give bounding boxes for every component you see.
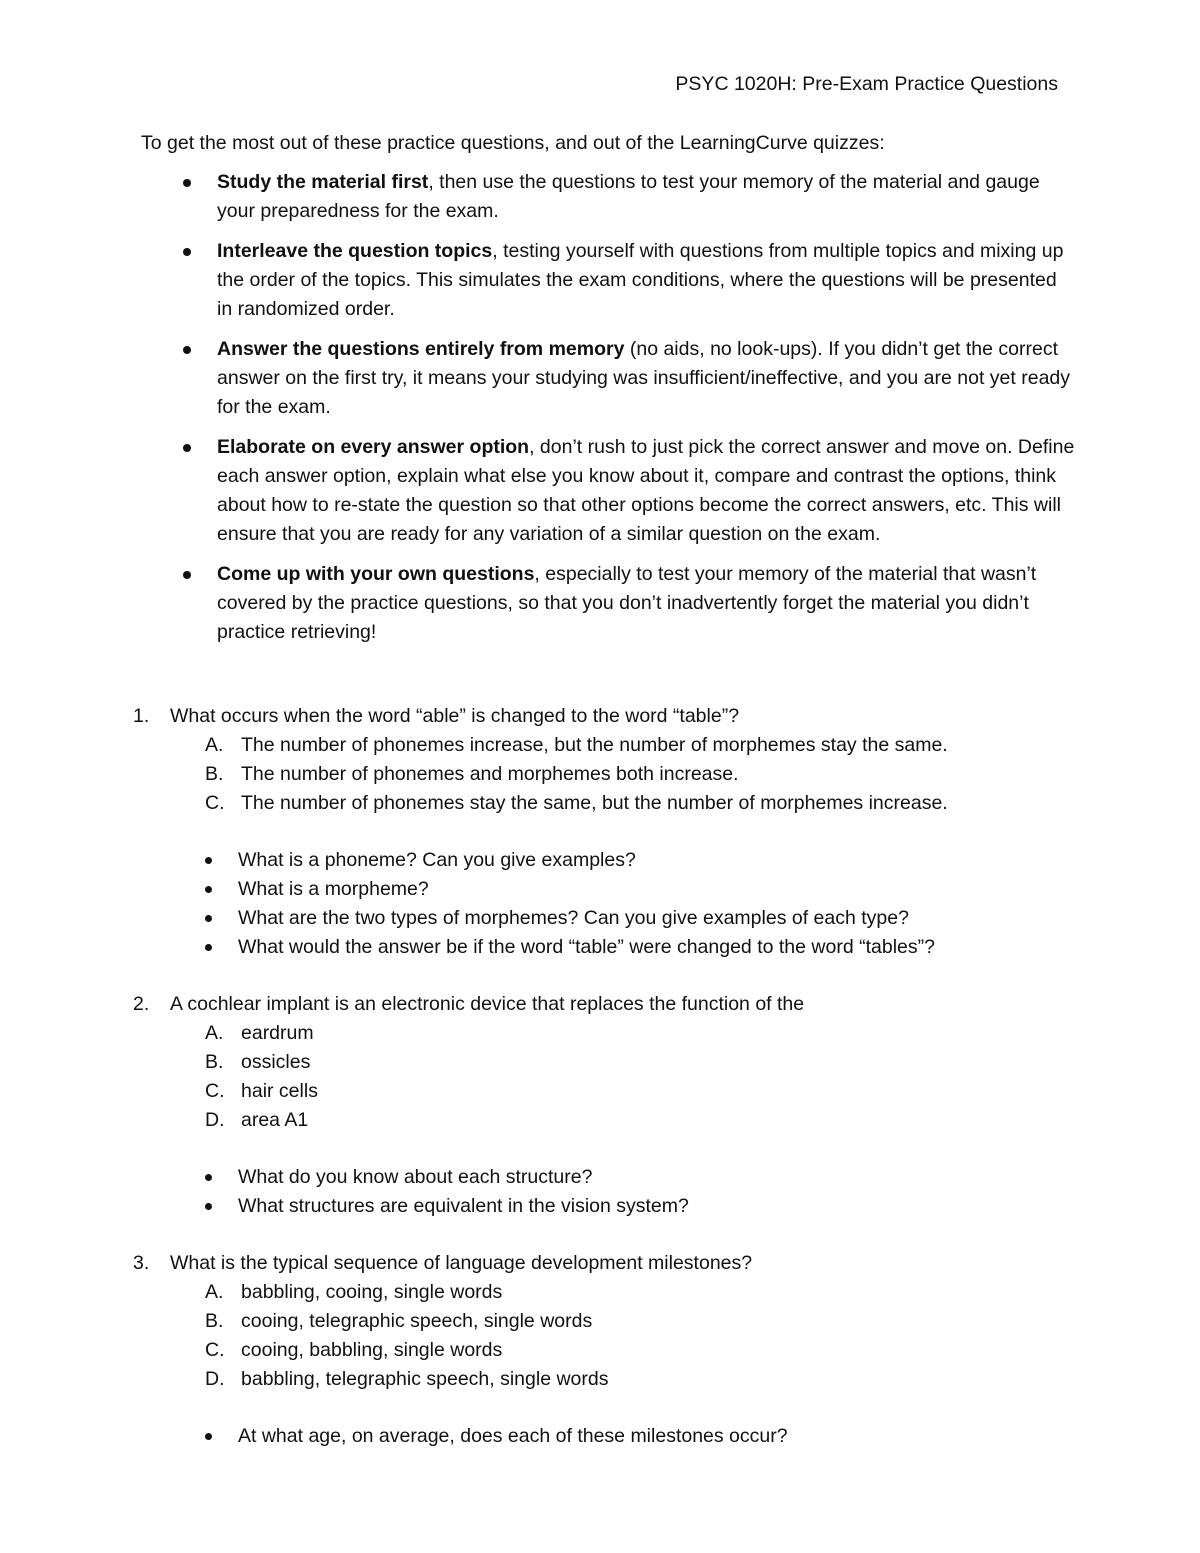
- prompt-text: What structures are equivalent in the vision system?: [238, 1195, 689, 1217]
- option-text: babbling, cooing, single words: [241, 1281, 503, 1303]
- bullet-icon: [205, 944, 212, 951]
- question-3: [133, 1249, 1073, 1451]
- study-tips-list: [217, 168, 1077, 658]
- prompt-item: [133, 875, 1073, 904]
- tip-heading: Interleave the question topics: [217, 240, 493, 262]
- question-2: [133, 990, 1073, 1221]
- option-letter: A.: [205, 1022, 224, 1044]
- answer-option: [133, 1365, 1073, 1394]
- answer-option: [133, 760, 1073, 789]
- bullet-icon: [183, 248, 191, 256]
- answer-option: [133, 1019, 1073, 1048]
- tip-text: (no aids, no look-ups). If you didn’t get the correct answer on the first try, it means your studying was insufficient/ineffective, and you are not yet ready for the exam.: [217, 338, 1071, 418]
- prompt-text: What is a morpheme?: [238, 878, 429, 900]
- tip-text: , don’t rush to just pick the correct answer and move on. Define each answer option, explain what else you know about it, compare and contrast the options, think about how to re-state the question so that other options become the correct answers, etc. This will ensure that you are ready for any variation of a similar question on the exam.: [217, 436, 1075, 545]
- option-letter: B.: [205, 1051, 224, 1073]
- option-letter: A.: [205, 734, 224, 756]
- elaboration-prompts: [133, 846, 1073, 962]
- tip-heading: Elaborate on every answer option: [217, 436, 530, 458]
- prompt-item: [133, 1163, 1073, 1192]
- option-text: The number of phonemes stay the same, but the number of morphemes increase.: [241, 792, 948, 814]
- option-text: area A1: [241, 1109, 309, 1131]
- page-header: PSYC 1020H: Pre-Exam Practice Questions: [675, 73, 1058, 95]
- option-letter: D.: [205, 1368, 225, 1390]
- question-stem: [133, 990, 1073, 1019]
- tip-item: [217, 433, 1077, 549]
- bullet-icon: [183, 346, 191, 354]
- tip-item: [217, 168, 1077, 226]
- question-stem: [133, 702, 1073, 731]
- option-letter: A.: [205, 1281, 224, 1303]
- question-number: 1.: [133, 705, 150, 727]
- option-text: hair cells: [241, 1080, 318, 1102]
- option-letter: B.: [205, 763, 224, 785]
- question-1: [133, 702, 1073, 962]
- option-letter: C.: [205, 1080, 225, 1102]
- answer-option: [133, 789, 1073, 818]
- elaboration-prompts: [133, 1163, 1073, 1221]
- answer-option: [133, 1307, 1073, 1336]
- tip-text: , then use the questions to test your memory of the material and gauge your preparedness for the exam.: [217, 171, 1040, 222]
- prompt-text: At what age, on average, does each of these milestones occur?: [238, 1425, 788, 1447]
- answer-option: [133, 1106, 1073, 1135]
- bullet-icon: [205, 857, 212, 864]
- question-text: A cochlear implant is an electronic device that replaces the function of the: [170, 993, 805, 1015]
- bullet-icon: [205, 1433, 212, 1440]
- bullet-icon: [205, 915, 212, 922]
- tip-text: , especially to test your memory of the material that wasn’t covered by the practice questions, so that you don’t inadvertently forget the material you didn’t practice retrieving!: [217, 563, 1037, 643]
- bullet-icon: [205, 1174, 212, 1181]
- answer-option: [133, 1336, 1073, 1365]
- answer-option: [133, 1077, 1073, 1106]
- bullet-icon: [183, 179, 191, 187]
- bullet-icon: [183, 571, 191, 579]
- option-text: cooing, telegraphic speech, single words: [241, 1310, 593, 1332]
- answer-option: [133, 1048, 1073, 1077]
- question-text: What occurs when the word “able” is changed to the word “table”?: [170, 705, 740, 727]
- bullet-icon: [183, 444, 191, 452]
- tip-item: [217, 335, 1077, 422]
- prompt-item: [133, 933, 1073, 962]
- question-number: 3.: [133, 1252, 150, 1274]
- tip-heading: Come up with your own questions: [217, 563, 535, 585]
- prompt-text: What is a phoneme? Can you give examples?: [238, 849, 636, 871]
- elaboration-prompts: [133, 1422, 1073, 1451]
- question-stem: [133, 1249, 1073, 1278]
- option-text: ossicles: [241, 1051, 311, 1073]
- option-letter: B.: [205, 1310, 224, 1332]
- bullet-icon: [205, 1203, 212, 1210]
- prompt-item: [133, 1422, 1073, 1451]
- intro-text: To get the most out of these practice questions, and out of the LearningCurve quizzes:: [141, 132, 885, 154]
- option-letter: C.: [205, 1339, 225, 1361]
- option-letter: C.: [205, 792, 225, 814]
- tip-item: [217, 560, 1077, 647]
- option-text: The number of phonemes increase, but the number of morphemes stay the same.: [241, 734, 948, 756]
- tip-heading: Study the material first: [217, 171, 429, 193]
- prompt-item: [133, 1192, 1073, 1221]
- prompt-text: What are the two types of morphemes? Can you give examples of each type?: [238, 907, 909, 929]
- answer-options: [133, 1278, 1073, 1394]
- question-number: 2.: [133, 993, 150, 1015]
- tip-item: [217, 237, 1077, 324]
- answer-options: [133, 731, 1073, 818]
- answer-option: [133, 1278, 1073, 1307]
- answer-option: [133, 731, 1073, 760]
- option-text: babbling, telegraphic speech, single words: [241, 1368, 609, 1390]
- option-text: cooing, babbling, single words: [241, 1339, 503, 1361]
- prompt-text: What would the answer be if the word “table” were changed to the word “tables”?: [238, 936, 935, 958]
- prompt-item: [133, 904, 1073, 933]
- bullet-icon: [205, 886, 212, 893]
- option-letter: D.: [205, 1109, 225, 1131]
- prompt-text: What do you know about each structure?: [238, 1166, 593, 1188]
- option-text: eardrum: [241, 1022, 314, 1044]
- question-text: What is the typical sequence of language development milestones?: [170, 1252, 753, 1274]
- tip-text: , testing yourself with questions from multiple topics and mixing up the order of the topics. This simulates the exam conditions, where the questions will be presented in randomized order.: [217, 240, 1064, 320]
- option-text: The number of phonemes and morphemes both increase.: [241, 763, 739, 785]
- tip-heading: Answer the questions entirely from memory: [217, 338, 625, 360]
- prompt-item: [133, 846, 1073, 875]
- answer-options: [133, 1019, 1073, 1135]
